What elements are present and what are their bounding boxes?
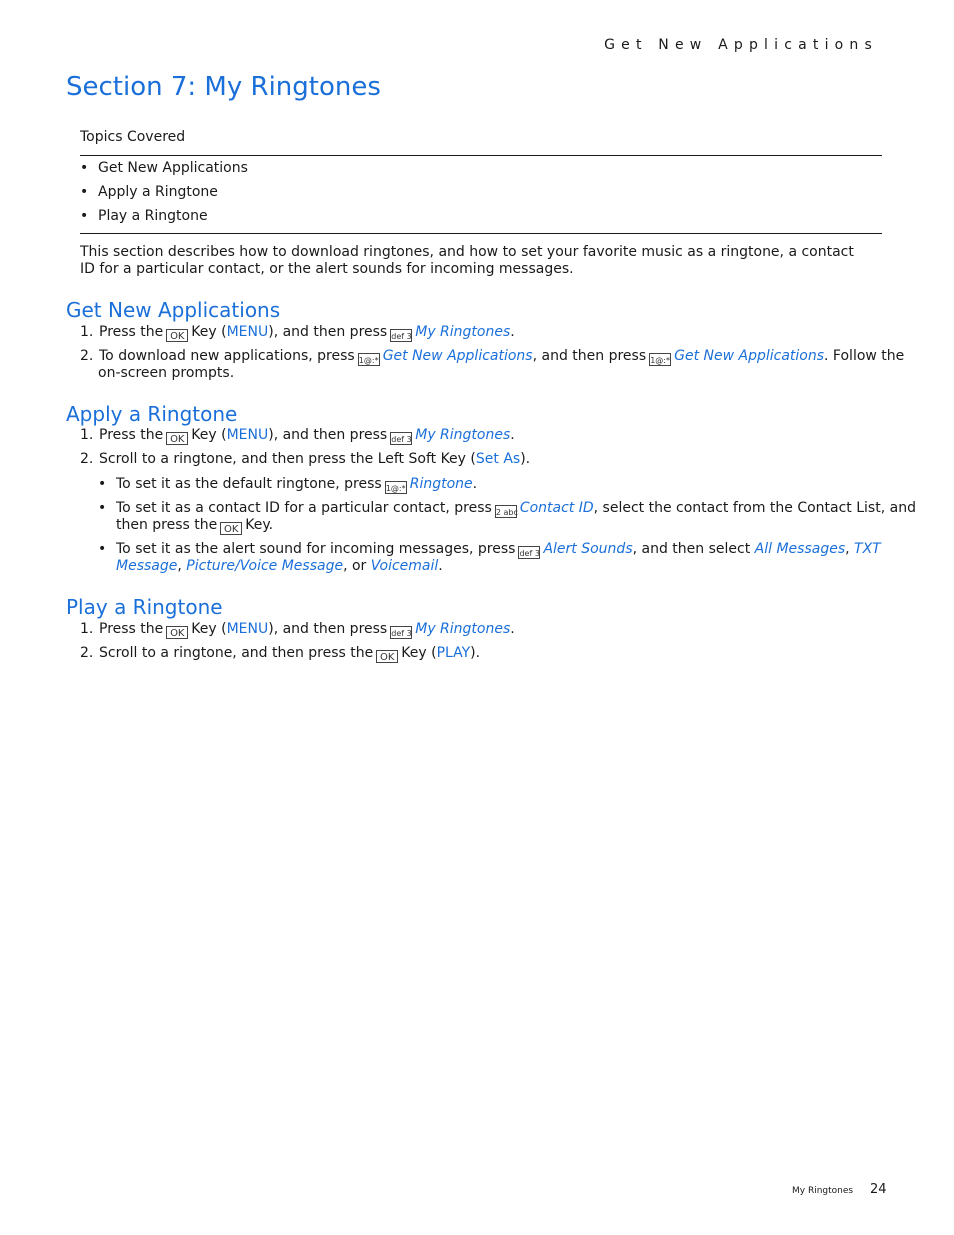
text: , (845, 541, 850, 557)
my-ringtones-link: My Ringtones (415, 324, 511, 340)
ok-key-icon: OK (166, 329, 188, 342)
text: Scroll to a ringtone, and then press the (99, 645, 374, 661)
text: To download new applications, press (99, 348, 355, 364)
menu-label: MENU (226, 427, 269, 443)
text: ), and then press (268, 324, 388, 340)
heading-play-ringtone: Play a Ringtone (66, 595, 223, 619)
running-header: Get New Applications (604, 37, 878, 53)
menu-label: MENU (226, 324, 269, 340)
my-ringtones-link: My Ringtones (415, 621, 511, 637)
heading-apply-ringtone: Apply a Ringtone (66, 402, 238, 426)
text: Press the (99, 324, 164, 340)
text: Key. (245, 517, 274, 533)
picture-voice-message-link: Picture/Voice Message (186, 558, 344, 574)
text: , (177, 558, 182, 574)
apply-bullet-contact-cont (116, 517, 273, 535)
get-new-step-2 (80, 348, 904, 366)
text: Press the (99, 621, 164, 637)
def3-key-icon: def 3 (390, 432, 412, 445)
text: Key ( (191, 621, 227, 637)
all-messages-link: All Messages (754, 541, 846, 557)
set-as-label: Set As (475, 451, 521, 467)
get-new-applications-link: Get New Applications (382, 348, 533, 364)
text: then press the (116, 517, 218, 533)
step-number: 1. (80, 621, 94, 637)
ok-key-icon: OK (220, 522, 242, 535)
apply-bullet-default (98, 476, 477, 494)
step-number: 2. (80, 348, 94, 364)
play-label: PLAY (436, 645, 471, 661)
text: To set it as the default ringtone, press (116, 476, 382, 492)
topics-list (80, 159, 248, 231)
text: . Follow the (824, 348, 905, 364)
text: ), and then press (268, 427, 388, 443)
ringtone-link: Ringtone (409, 476, 473, 492)
get-new-applications-link: Get New Applications (674, 348, 825, 364)
text: . (472, 476, 478, 492)
alert-sounds-link: Alert Sounds (543, 541, 633, 557)
topic-item-label: Get New Applications (98, 160, 248, 176)
two-abc-key-icon: 2 abc (495, 505, 517, 518)
text: To set it as the alert sound for incoming messages, press (116, 541, 516, 557)
step-number: 2. (80, 645, 94, 661)
bullet: • (98, 476, 107, 492)
bullet: • (98, 500, 107, 516)
text: Scroll to a ringtone, and then press the Left Soft Key ( (99, 451, 476, 467)
text: Press the (99, 427, 164, 443)
one-key-icon: 1@:* (385, 481, 407, 494)
txt-message-link: TXT (854, 541, 881, 557)
contact-id-link: Contact ID (519, 500, 594, 516)
play-step-2 (80, 645, 480, 663)
ok-key-icon: OK (166, 626, 188, 639)
step-number: 2. (80, 451, 94, 467)
bullet: • (80, 208, 89, 224)
topics-rule-bottom (80, 233, 882, 234)
footer-title: My Ringtones (792, 1186, 854, 1196)
step-number: 1. (80, 324, 94, 340)
text: Key ( (401, 645, 437, 661)
page-number: 24 (870, 1182, 887, 1197)
txt-message-link: Message (116, 558, 178, 574)
apply-step-2 (80, 451, 530, 468)
bullet: • (80, 160, 89, 176)
text: , select the contact from the Contact List, and (593, 500, 916, 516)
text: . (510, 324, 515, 340)
get-new-step-1 (80, 324, 515, 342)
text: Key ( (191, 427, 227, 443)
step-number: 1. (80, 427, 94, 443)
voicemail-link: Voicemail (370, 558, 439, 574)
topics-rule-top (80, 155, 882, 156)
apply-bullet-alert-cont (116, 558, 443, 575)
one-key-icon: 1@:* (358, 353, 380, 366)
list-item (80, 207, 248, 231)
one-key-icon: 1@:* (649, 353, 671, 366)
text: , and then select (632, 541, 751, 557)
text: . (438, 558, 443, 574)
text: , or (343, 558, 367, 574)
intro-paragraph: This section describes how to download ringtones, and how to set your favorite music as a ringtone, a contact ID for a particular contact, or the alert sounds for incoming messages. (80, 244, 854, 277)
apply-step-1 (80, 427, 515, 445)
topic-item-label: Play a Ringtone (98, 208, 208, 224)
text: . (510, 427, 515, 443)
heading-get-new-applications: Get New Applications (66, 298, 281, 322)
text: To set it as a contact ID for a particular contact, press (116, 500, 492, 516)
topics-label: Topics Covered (80, 129, 186, 145)
bullet: • (80, 184, 89, 200)
def3-key-icon: def 3 (518, 546, 540, 559)
text: ), and then press (268, 621, 388, 637)
ok-key-icon: OK (166, 432, 188, 445)
get-new-step-2-cont: on-screen prompts. (98, 365, 235, 381)
list-item (80, 159, 248, 183)
play-step-1 (80, 621, 515, 639)
text: . (510, 621, 515, 637)
menu-label: MENU (226, 621, 269, 637)
list-item (80, 183, 248, 207)
text: ). (520, 451, 531, 467)
topic-item-label: Apply a Ringtone (98, 184, 218, 200)
text: , and then press (532, 348, 647, 364)
apply-bullet-contact (98, 500, 916, 518)
bullet: • (98, 541, 107, 557)
text: ). (470, 645, 481, 661)
section-title: Section 7: My Ringtones (66, 72, 381, 102)
apply-bullet-alert (98, 541, 881, 559)
my-ringtones-link: My Ringtones (415, 427, 511, 443)
text: Key ( (191, 324, 227, 340)
def3-key-icon: def 3 (390, 626, 412, 639)
ok-key-icon: OK (376, 650, 398, 663)
def3-key-icon: def 3 (390, 329, 412, 342)
